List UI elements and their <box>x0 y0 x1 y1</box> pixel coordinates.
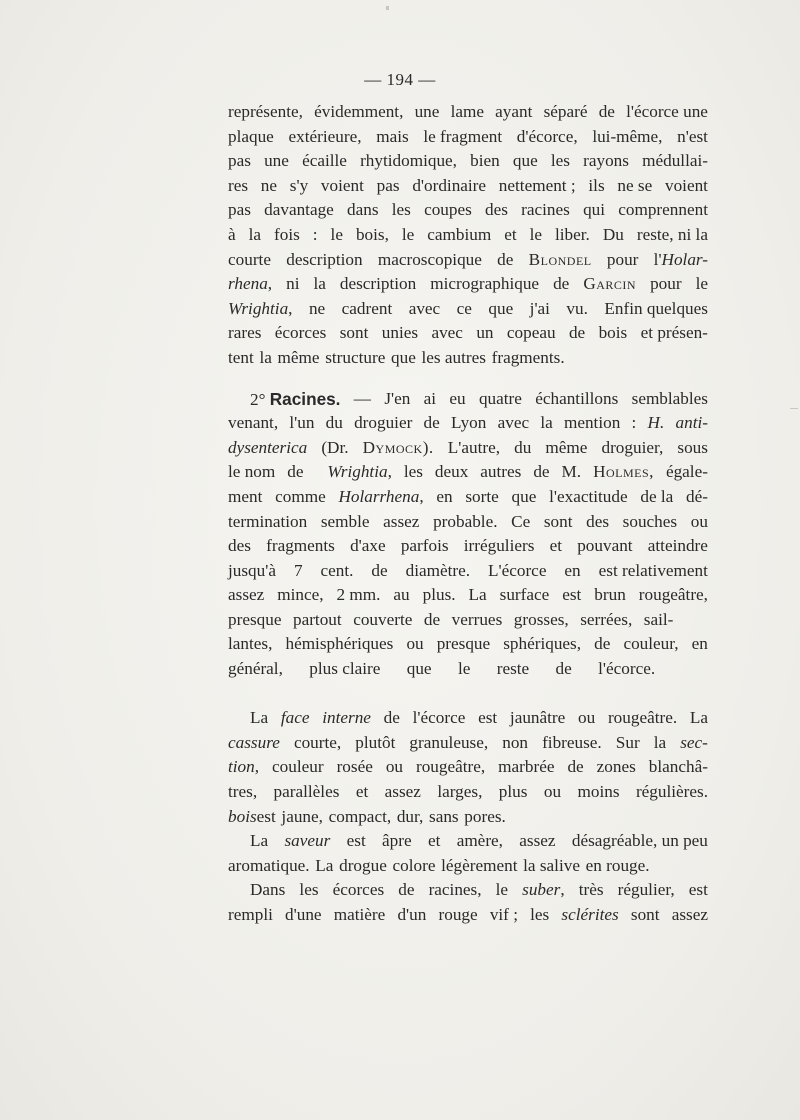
text-line: tion, couleur rosée ou rougeâtre, marbrée de zones blanchâ- <box>228 757 708 777</box>
text-line: rares écorces sont unies avec un copeau de bois et présen- <box>228 323 708 343</box>
text-line: ment comme Holarrhena, en sorte que l'exactitude de la dé- <box>228 486 708 506</box>
text-line: dysenterica (Dr. Dymock). L'autre, du même droguier, sous <box>228 437 708 457</box>
text-line: lantes, hémisphériques ou presque sphériques, de couleur, en <box>228 634 708 654</box>
text-line: courte description macroscopique de Blondel pour l'Holar- <box>228 249 708 269</box>
text-line: aromatique. La drogue colore légèrement la salive en rouge. <box>228 855 650 875</box>
text-line: termination semble assez probable. Ce sont des souches ou <box>228 511 708 531</box>
text-line: jusqu'à 7 cent. de diamètre. L'écorce en est relativement <box>228 560 708 580</box>
text-line: des fragments d'axe parfois irréguliers et pouvant atteindre <box>228 536 708 556</box>
text-line: assez mince, 2 mm. au plus. La surface est brun rougeâtre, <box>228 585 708 605</box>
text-line: pas davantage dans les coupes des racines qui comprennent <box>228 200 708 220</box>
text-line: bois est jaune, compact, dur, sans pores. <box>228 806 506 826</box>
dust-mark <box>386 6 389 10</box>
text-line: 2° Racines. — J'en ai eu quatre échantillons semblables <box>250 388 708 409</box>
text-line: plaque extérieure, mais le fragment d'écorce, lui-même, n'est <box>228 126 708 146</box>
text-line: le nom de Wrightia, les deux autres de M. Holmes, égale- <box>228 462 708 482</box>
text-line: représente, évidemment, une lame ayant séparé de l'écorce une <box>228 102 708 121</box>
text-line: cassure courte, plutôt granuleuse, non fibreuse. Sur la sec- <box>228 732 708 752</box>
text-line <box>228 682 708 707</box>
text-line: pas une écaille rhytidomique, bien que les rayons médullai- <box>228 151 708 171</box>
text-line: venant, l'un du droguier de Lyon avec la mention : H. anti- <box>228 413 708 433</box>
text-line: presque partout couverte de verrues grosses, serrées, sail- <box>228 609 674 629</box>
text-line: rhena, ni la description micrographique de Garcin pour le <box>228 274 708 294</box>
body-text <box>228 100 708 928</box>
text-line: rempli d'une matière d'un rouge vif ; les sclérites sont assez <box>228 905 708 924</box>
text-line: La face interne de l'écorce est jaunâtre ou rougeâtre. La <box>250 708 708 728</box>
text-line: La saveur est âpre et amère, assez désagréable, un peu <box>250 831 708 851</box>
text-line: tres, parallèles et assez larges, plus ou moins régulières. <box>228 782 708 802</box>
page-number: — 194 — <box>364 70 436 89</box>
text-line: tent la même structure que les autres fragments. <box>228 347 565 367</box>
text-line: Dans les écorces de racines, le suber, très régulier, est <box>250 880 708 900</box>
dust-mark <box>790 408 798 409</box>
text-line: à la fois : le bois, le cambium et le liber. Du reste, ni la <box>228 224 708 244</box>
text-line: général, plus claire que le reste de l'écorce. <box>228 659 656 679</box>
text-line: res ne s'y voient pas d'ordinaire nettement ; ils ne se voient <box>228 175 708 195</box>
text-line: Wrightia, ne cadrent avec ce que j'ai vu. Enfin quelques <box>228 298 708 318</box>
